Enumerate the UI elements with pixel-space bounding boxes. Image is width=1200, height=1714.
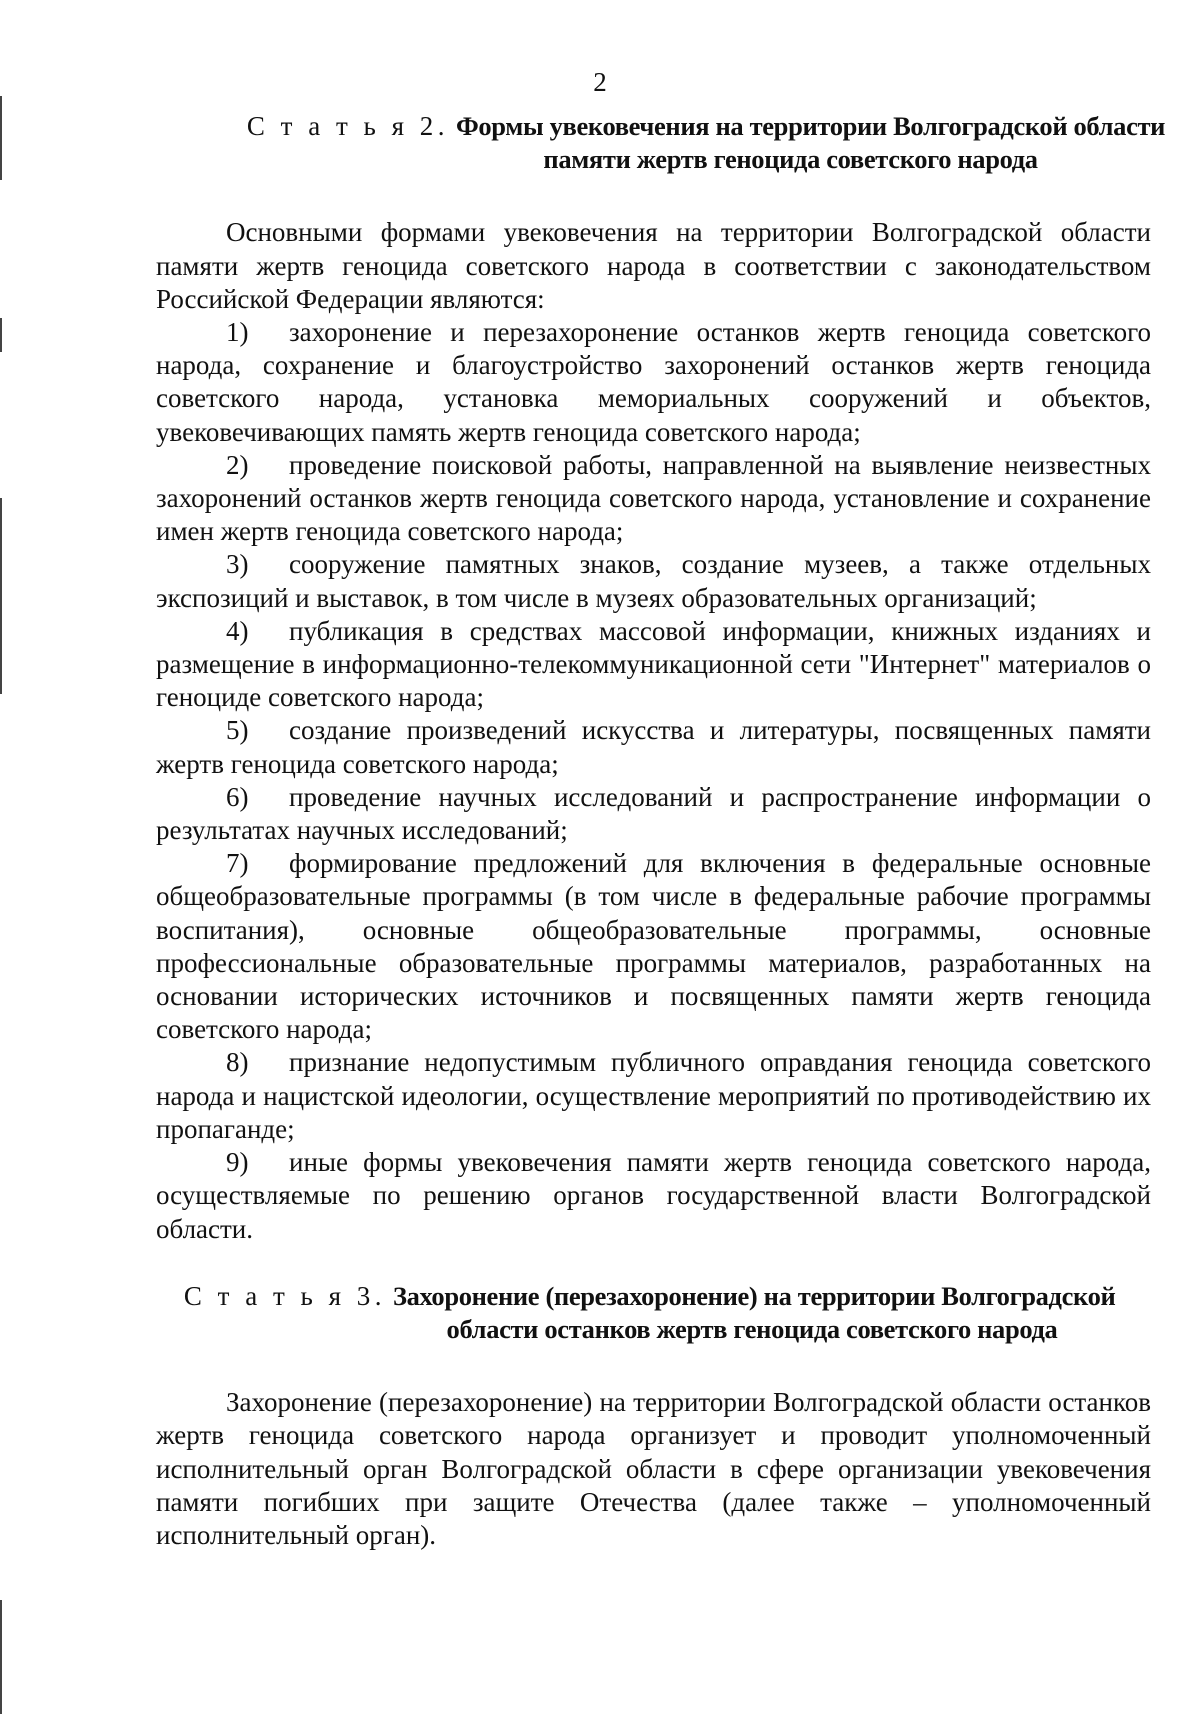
list-item-text: сооружение памятных знаков, создание музеев, а также отдельных экспозиций и выставок, в том числе в музеях образовательных организаций; — [156, 549, 1151, 613]
list-item-text: публикация в средствах массовой информации, книжных изданиях и размещение в информационно-телекоммуникационной сети "Интернет" материалов о геноциде советского народа; — [156, 615, 1151, 713]
list-item-text: создание произведений искусства и литературы, посвященных памяти жертв геноцида советского народа; — [156, 715, 1151, 779]
article-3-label: С т а т ь я 3. — [183, 1280, 386, 1311]
list-item-number: 3) — [226, 549, 249, 580]
list-item-number: 8) — [226, 1047, 249, 1078]
article-2-label: С т а т ь я 2. — [246, 111, 449, 141]
list-item — [156, 1046, 1151, 1146]
list-item — [156, 1146, 1151, 1246]
scan-edge-mark — [0, 318, 2, 352]
list-item-text: проведение научных исследований и распространение информации о результатах научных исследований; — [156, 781, 1151, 846]
list-item — [156, 714, 1151, 780]
list-item — [156, 548, 1151, 614]
list-item — [156, 847, 1151, 1046]
article-3-title — [393, 1280, 1151, 1346]
list-item-number: 7) — [226, 848, 249, 879]
page-number: 2 — [593, 67, 607, 97]
list-item-number: 1) — [226, 317, 249, 348]
list-item — [156, 781, 1151, 847]
list-item-number: 2) — [226, 449, 249, 480]
list-item-number: 9) — [226, 1147, 249, 1178]
list-item — [156, 449, 1151, 549]
article-2-title — [456, 110, 1165, 176]
list-item-text: признание недопустимым публичного оправдания геноцида советского народа и нацистской идеологии, осуществление мероприятий по противодействию их пропаганде; — [156, 1047, 1151, 1144]
list-item-text: проведение поисковой работы, направленной на выявление неизвестных захоронений останков жертв геноцида советского народа, установление и сохранение имен жертв геноцида советского народа; — [156, 449, 1151, 547]
article-3-text: Захоронение (перезахоронение) на территории Волгоградской области останков жертв геноцида советского народа организует и проводит уполномоченный исполнительный орган Волгоградской области в сфере организации увековечения памяти погибших при защите Отечества (далее также – уполномоченный исполнительный орган). — [156, 1387, 1151, 1550]
article-3-heading — [156, 1280, 1151, 1346]
article-2-intro: Основными формами увековечения на территории Волгоградской области памяти жертв геноцида советского народа в соответствии с законодательством Российской Федерации являются: — [156, 217, 1151, 314]
article-2-heading — [156, 110, 1166, 176]
list-item — [156, 615, 1151, 715]
article-2-title-line-2: памяти жертв геноцида советского народа — [543, 144, 1038, 175]
scan-edge-mark — [0, 96, 2, 180]
list-item-text: иные формы увековечения памяти жертв геноцида советского народа, осуществляемые по решению органов государственной власти Волгоградской области. — [156, 1147, 1151, 1244]
list-item-number: 4) — [226, 615, 249, 646]
article-3-title-line-1: Захоронение (перезахоронение) на территории Волгоградской — [393, 1280, 1116, 1311]
list-item-text: формирование предложений для включения в федеральные основные общеобразовательные программы (в том числе в федеральные рабочие программы воспитания), основные общеобразовательные программы, основные профессиональные образовательные программы материалов, разработанных на основании исторических источников и посвященных памяти жертв геноцида советского народа; — [156, 848, 1151, 1045]
scan-edge-mark — [0, 498, 2, 694]
article-3-title-line-2: области останков жертв геноцида советского народа — [446, 1313, 1058, 1344]
list-item-number: 6) — [226, 781, 249, 812]
article-2-title-line-1: Формы увековечения на территории Волгоградской области — [456, 111, 1166, 141]
list-item — [156, 316, 1151, 449]
scan-edge-mark — [0, 1600, 2, 1714]
document-body — [156, 110, 1166, 1552]
list-item-text: захоронение и перезахоронение останков жертв геноцида советского народа, сохранение и благоустройство захоронений останков жертв геноцида советского народа, установка мемориальных сооружений и объектов, увековечивающих память жертв геноцида советского народа; — [156, 317, 1151, 447]
list-item-number: 5) — [226, 715, 249, 746]
